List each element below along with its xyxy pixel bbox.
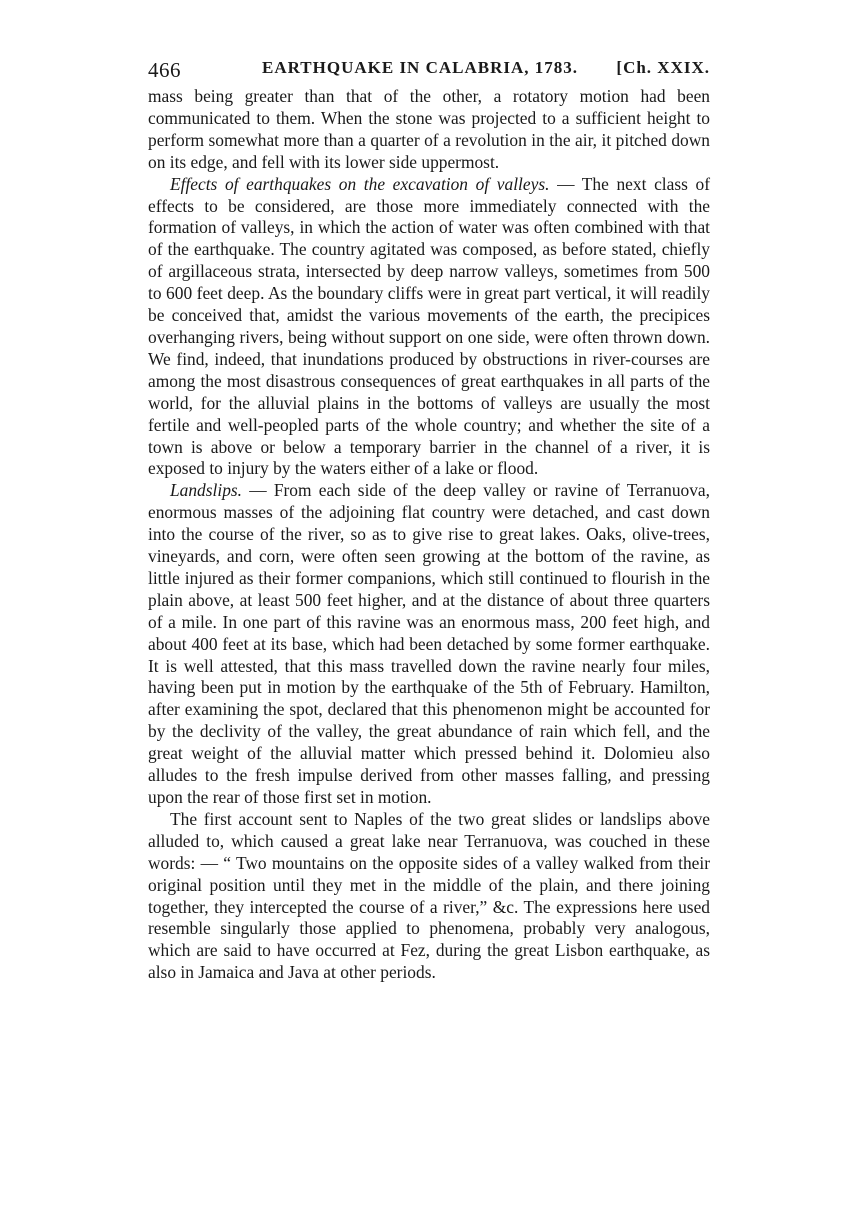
- body-text: [148, 86, 710, 984]
- paragraph-text: — From each side of the deep valley or ravine of Terranuova, enormous masses of the adjoining flat country were detached, and cast down into the course of the river, so as to give rise to great lakes. Oaks, olive-trees, vineyards, and corn, were often seen growing at the bottom of the ravine, as little injured as their former companions, which still continued to flourish in the plain above, at least 500 feet higher, and at the distance of about three quarters of a mile. In one part of this ravine was an enormous mass, 200 feet high, and about 400 feet at its base, which had been detached by some former earthquake. It is well attested, that this mass travelled down the ravine nearly four miles, having been put in motion by the earthquake of the 5th of February. Hamilton, after examining the spot, declared that this phenomenon might be accounted for by the declivity of the valley, the great abundance of rain which fell, and the great weight of the alluvial matter which pressed behind it. Dolomieu also alludes to the fresh impulse derived from other masses falling, and pressing upon the rear of those first set in motion.: [148, 480, 710, 807]
- page-number: 466: [148, 58, 181, 82]
- paragraph-valleys: [148, 174, 710, 481]
- paragraph-text: The first account sent to Naples of the two great slides or landslips above alluded to, which caused a great lake near Terranuova, was couched in these words: — “ Two mountains on the opposite sides of a valley walked from their original position until they met in the middle of the plain, and there joining together, they intercepted the course of a river,” &c. The expressions here used resemble singularly those applied to phenomena, probably very analogous, which are said to have occurred at Fez, during the great Lisbon earthquake, as also in Jamaica and Java at other periods.: [148, 808, 710, 983]
- running-title: EARTHQUAKE IN CALABRIA, 1783.: [262, 58, 579, 77]
- book-page: [148, 52, 710, 984]
- paragraph-text: mass being greater than that of the other, a rotatory motion had been communicated to them. When the stone was projected to a sufficient height to perform somewhat more than a quarter of a revolution in the air, it pitched down on its edge, and fell with its lower side uppermost.: [148, 86, 710, 172]
- running-head: [148, 52, 710, 86]
- paragraph-naples-account: [148, 809, 710, 984]
- paragraph-landslips: [148, 480, 710, 809]
- chapter-label: [Ch. XXIX.: [616, 58, 710, 77]
- paragraph-text: — The next class of effects to be considered, are those more immediately connected with the formation of valleys, in which the action of water was often combined with that of the earthquake. The country agitated was composed, as before stated, chiefly of argillaceous strata, intersected by deep narrow valleys, sometimes from 500 to 600 feet deep. As the boundary cliffs were in great part vertical, it will readily be conceived that, amidst the various movements of the earth, the precipices overhanging rivers, being without support on one side, were often thrown down. We find, indeed, that inundations produced by obstructions in river-courses are among the most disastrous consequences of great earthquakes in all parts of the world, for the alluvial plains in the bottoms of valleys are usually the most fertile and well-peopled parts of the whole country; and whether the site of a town is above or below a temporary barrier in the channel of a river, it is exposed to injury by the waters either of a lake or flood.: [148, 173, 710, 479]
- section-heading-valleys: Effects of earthquakes on the excavation of valleys.: [170, 173, 550, 194]
- paragraph-continuation: [148, 86, 710, 174]
- section-heading-landslips: Landslips.: [170, 480, 242, 501]
